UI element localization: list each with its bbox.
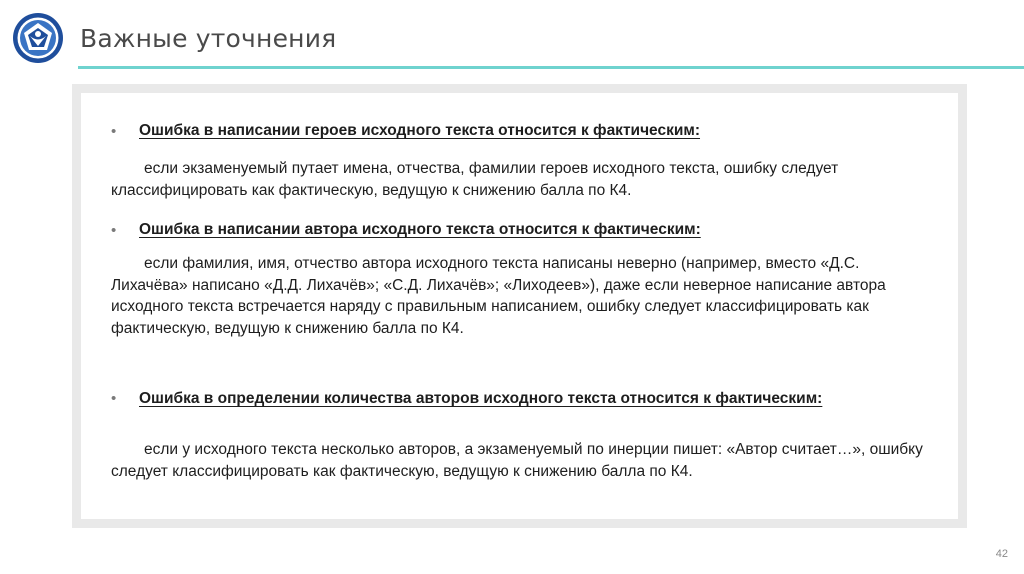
item-heading: Ошибка в написании автора исходного текста относится к фактическим: xyxy=(139,221,701,238)
item-text: если у исходного текста несколько авторов, а экзаменуемый по инерции пишет: «Автор считает…», ошибку следует классифицировать как фактическую, ведущую к снижению балла по К4. xyxy=(111,441,923,480)
page-number: 42 xyxy=(995,548,1008,560)
content-card-body xyxy=(81,93,958,519)
bullet-icon: • xyxy=(111,222,117,239)
bullet-icon: • xyxy=(111,390,117,407)
item-heading: Ошибка в написании героев исходного текста относится к фактическим: xyxy=(139,122,701,139)
bullet-icon: • xyxy=(111,123,117,140)
item-text: если экзаменуемый путает имена, отчества, фамилии героев исходного текста, ошибку следует классифицировать как фактическую, ведущую к снижению балла по К4. xyxy=(111,160,839,199)
item-heading-text: Ошибка в определении количества авторов исходного текста относится к фактическим: xyxy=(139,390,823,407)
content-card xyxy=(72,84,967,528)
item-heading xyxy=(126,388,866,409)
title-divider xyxy=(78,66,1024,69)
page-title: Важные уточнения xyxy=(80,24,337,53)
item-text: если фамилия, имя, отчество автора исходного текста написаны неверно (например, вместо «Д.С. Лихачёва» написано «Д.Д. Лихачёв»; «С.Д. Лихачёв»; «Лиходеев»), даже если неверное написание автора исходного текста встречается наряду с правильным написанием, ошибку следует классифицировать как фактическую, ведущую к снижению балла по К4. xyxy=(111,255,886,337)
emblem-icon xyxy=(12,12,64,64)
